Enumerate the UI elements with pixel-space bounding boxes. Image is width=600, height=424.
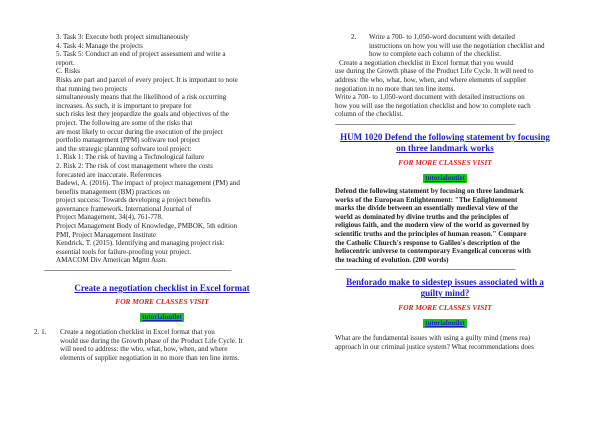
text-line: 5. Task 5: Conduct an end of project assessment and write a bbox=[56, 50, 226, 59]
text-line: report. bbox=[56, 58, 75, 67]
link-title-line: Benforado make to sidestep issues associated with a bbox=[346, 277, 544, 288]
text-line: negotiation in no more than ten line items. bbox=[335, 84, 456, 93]
more-classes-text: FOR MORE CLASSES VISIT bbox=[398, 157, 492, 167]
last-paragraph bbox=[335, 334, 555, 351]
tutorialoutlet-badge[interactable]: tutorialoutlet bbox=[425, 319, 465, 328]
text-line: the teaching of evolution. (200 words) bbox=[335, 255, 449, 264]
text-line: 3. Task 3: Execute both project simultaneously bbox=[56, 33, 189, 41]
numbered-item bbox=[335, 33, 555, 59]
text-line: heliocentric universe to contemporary Evangelical concerns with bbox=[335, 247, 531, 256]
item-marker: 2. 1. bbox=[34, 328, 47, 337]
text-line: governance framework. International Journal of bbox=[56, 204, 192, 213]
text-line: 4. Task 4: Manage the projects bbox=[56, 41, 143, 50]
text-line: how you will use the negotiation checklist and how to complete each bbox=[335, 101, 531, 110]
tutorialoutlet-badge[interactable]: tutorialoutlet bbox=[142, 313, 182, 322]
text-line: approach in our criminal justice system? What recommendations does bbox=[335, 342, 534, 351]
text-line: Project Management, 34(4), 761-778. bbox=[56, 213, 163, 222]
separator-line: ------------------------------------------------------------------------------------------------------------ bbox=[44, 266, 231, 275]
more-classes-text: FOR MORE CLASSES VISIT bbox=[115, 297, 209, 307]
text-line: Write a 700- to 1,050-word document with detailed instructions on bbox=[335, 93, 525, 102]
text-line: and the strategic planning software tool project: bbox=[56, 144, 192, 153]
separator-line: -------------------------------------------------------------------------------------------------------- bbox=[335, 119, 516, 128]
text-line: such risks lest they jeopardize the goals and objectives of the bbox=[56, 110, 229, 119]
link-title-line: on three landmark works bbox=[396, 142, 494, 153]
text-line: religious faith, and the modern view of the world as governed by bbox=[335, 221, 530, 230]
text-line: the Catholic Church's response to Galileo's description of the bbox=[335, 238, 520, 247]
text-line: benefits management (BM) practices on bbox=[56, 187, 170, 196]
badge-wrap bbox=[335, 171, 555, 183]
text-line: Write a 700- to 1,050-word document with detailed bbox=[369, 33, 515, 41]
text-line: use during the Growth phase of the Product Life Cycle. It will need to bbox=[335, 67, 534, 76]
text-line: portfolio management (PPM) software tool project bbox=[56, 136, 201, 145]
text-line: would use during the Growth phase of the Product Life Cycle. It bbox=[60, 336, 243, 345]
left-text-block bbox=[44, 33, 280, 265]
text-line: Project Management Body of Knowledge, PMBOK, 5th edition bbox=[56, 222, 238, 231]
text-line: forecasted are inaccurate. References bbox=[56, 170, 162, 179]
text-line: Kendrick, T. (2015). Identifying and managing project risk: bbox=[56, 239, 225, 248]
text-line: Create a negotiation checklist in Excel format that you bbox=[60, 328, 215, 337]
text-line: 1. Risk 1: The risk of having a Technological failure bbox=[56, 153, 205, 162]
negotiation-checklist-link[interactable]: Create a negotiation checklist in Excel format bbox=[74, 283, 250, 294]
text-line: Badewi, A. (2016). The impact of project management (PM) and bbox=[56, 179, 240, 188]
text-line: will need to address: the who, what, how, when, and where bbox=[60, 345, 228, 354]
text-line: column of the checklist. bbox=[335, 110, 404, 119]
badge-wrap bbox=[44, 310, 280, 322]
text-line: AMACOM Div American Mgmt Assn. bbox=[56, 256, 167, 265]
numbered-item bbox=[34, 328, 280, 362]
text-line: project. The following are some of the risks that bbox=[56, 118, 193, 127]
text-line: that running two projects bbox=[56, 84, 128, 93]
text-line: essential tools for failure-proofing your project. bbox=[56, 247, 192, 256]
separator-line: -------------------------------------------------------------------------------------------------------- bbox=[335, 265, 516, 274]
text-line: works of the European Enlightenment: "The Enlightenment bbox=[335, 195, 518, 204]
text-line: C. Risks bbox=[56, 67, 81, 76]
text-line: What are the fundamental issues with using a guilty mind (mens rea) bbox=[335, 334, 531, 343]
text-line: elements of supplier negotiation in no more than ten line items. bbox=[60, 353, 240, 362]
right-column bbox=[335, 33, 555, 351]
left-column bbox=[34, 33, 280, 362]
text-line: how to complete each column of the checklist. bbox=[369, 50, 501, 59]
item-marker: 2. bbox=[351, 33, 357, 41]
text-line: world as dominated by divine truths and the principles of bbox=[335, 212, 509, 221]
text-line: marks the divide between an essentially medieval view of the bbox=[335, 204, 519, 213]
benforado-link[interactable] bbox=[335, 277, 555, 299]
tutorialoutlet-badge[interactable]: tutorialoutlet bbox=[425, 173, 465, 182]
text-line: Risks are part and parcel of every project. It is important to note bbox=[56, 75, 238, 84]
link-title-line: guilty mind? bbox=[420, 288, 470, 299]
text-line: address: the who, what, how, when, and where elements of supplier bbox=[335, 75, 527, 84]
text-line: project success: Towards developing a project benefits bbox=[56, 196, 211, 205]
text-line: are most likely to occur during the execution of the project bbox=[56, 127, 223, 136]
text-line: increases. As such, it is important to prepare for bbox=[56, 101, 192, 110]
text-line: Defend the following statement by focusing on three landmark bbox=[335, 186, 524, 195]
text-line: instructions on how you will use the negotiation checklist and bbox=[369, 41, 545, 50]
text-line: Create a negotiation checklist in Excel format that you would bbox=[339, 58, 514, 67]
text-line: simultaneously means that the likelihood of a risk occurring bbox=[56, 93, 227, 102]
hum-1020-link[interactable] bbox=[335, 132, 555, 154]
text-line: 2. Risk 2: The risk of cost management where the costs bbox=[56, 161, 213, 170]
text-line: PMI, Project Management Institute bbox=[56, 230, 157, 239]
bold-paragraph bbox=[335, 187, 555, 264]
badge-wrap bbox=[335, 316, 555, 328]
link-title-line: HUM 1020 Defend the following statement by focusing bbox=[340, 131, 550, 142]
text-line: scientific truths and the principles of human reason." Compare bbox=[335, 229, 527, 238]
more-classes-text: FOR MORE CLASSES VISIT bbox=[398, 303, 492, 313]
